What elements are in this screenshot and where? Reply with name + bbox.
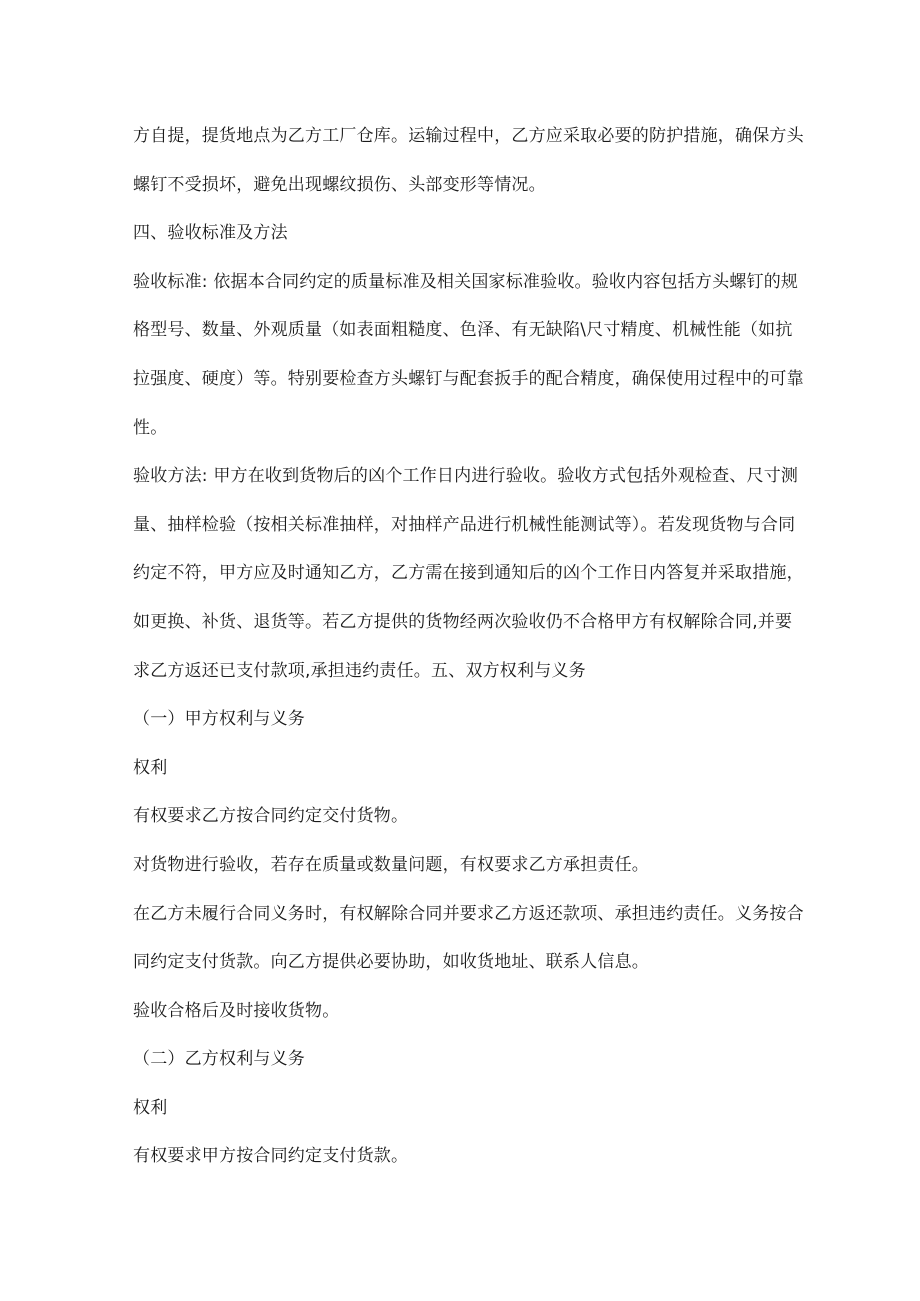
list-heading: 权利 — [133, 1097, 168, 1118]
paragraph-line: 方自提，提货地点为乙方工厂仓库。运输过程中，乙方应采取必要的防护措施，确保方头 — [133, 126, 804, 146]
paragraph-line: 同约定支付货款。向乙方提供必要协助，如收货地址、联系人信息。 — [133, 952, 649, 973]
paragraph-line: 如更换、补货、退货等。若乙方提供的货物经两次验收仍不合格甲方有权解除合同,并要 — [133, 611, 793, 632]
paragraph-line: 螺钉不受损坏，避免出现螺纹损伤、头部变形等情况。 — [133, 174, 546, 195]
paragraph-line: 在乙方未履行合同义务时，有权解除合同并要求乙方返还款项、承担违约责任。义务按合 — [133, 903, 804, 924]
paragraph-line: 拉强度、硬度）等。特别要检查方头螺钉与配套扳手的配合精度，确保使用过程中的可靠 — [133, 368, 804, 389]
subsection-heading: （一）甲方权利与义务 — [133, 709, 305, 730]
subsection-heading: （二）乙方权利与义务 — [133, 1049, 305, 1070]
paragraph-line: 验收方法: 甲方在收到货物后的凶个工作日内进行验收。验收方式包括外观检查、尺寸测 — [133, 466, 799, 487]
paragraph-line: 量、抽样检验（按相关标准抽样，对抽样产品进行机械性能测试等）。若发现货物与合同 — [133, 514, 796, 535]
document-body — [133, 118, 804, 1187]
paragraph-line: 有权要求甲方按合同约定支付货款。 — [133, 1146, 409, 1167]
paragraph-line: 验收合格后及时接收货物。 — [133, 1000, 340, 1021]
paragraph-line: 性。 — [133, 417, 168, 438]
list-heading: 权利 — [133, 757, 168, 778]
paragraph-line: 求乙方返还已支付款项,承担违约责任。五、双方权利与义务 — [133, 660, 586, 681]
paragraph-line: 验收标准: 依据本合同约定的质量标准及相关国家标准验收。验收内容包括方头螺钉的规 — [133, 271, 799, 292]
paragraph-line: 对货物进行验收，若存在质量或数量问题，有权要求乙方承担责任。 — [133, 854, 649, 875]
paragraph-line: 有权要求乙方按合同约定交付货物。 — [133, 806, 409, 827]
section-heading: 四、验收标准及方法 — [133, 223, 288, 244]
paragraph-line: 约定不符，甲方应及时通知乙方，乙方需在接到通知后的凶个工作日内答复并采取措施， — [133, 563, 804, 584]
paragraph-line: 格型号、数量、外观质量（如表面粗糙度、色泽、有无缺陷\尺寸精度、机械性能（如抗 — [133, 320, 793, 341]
